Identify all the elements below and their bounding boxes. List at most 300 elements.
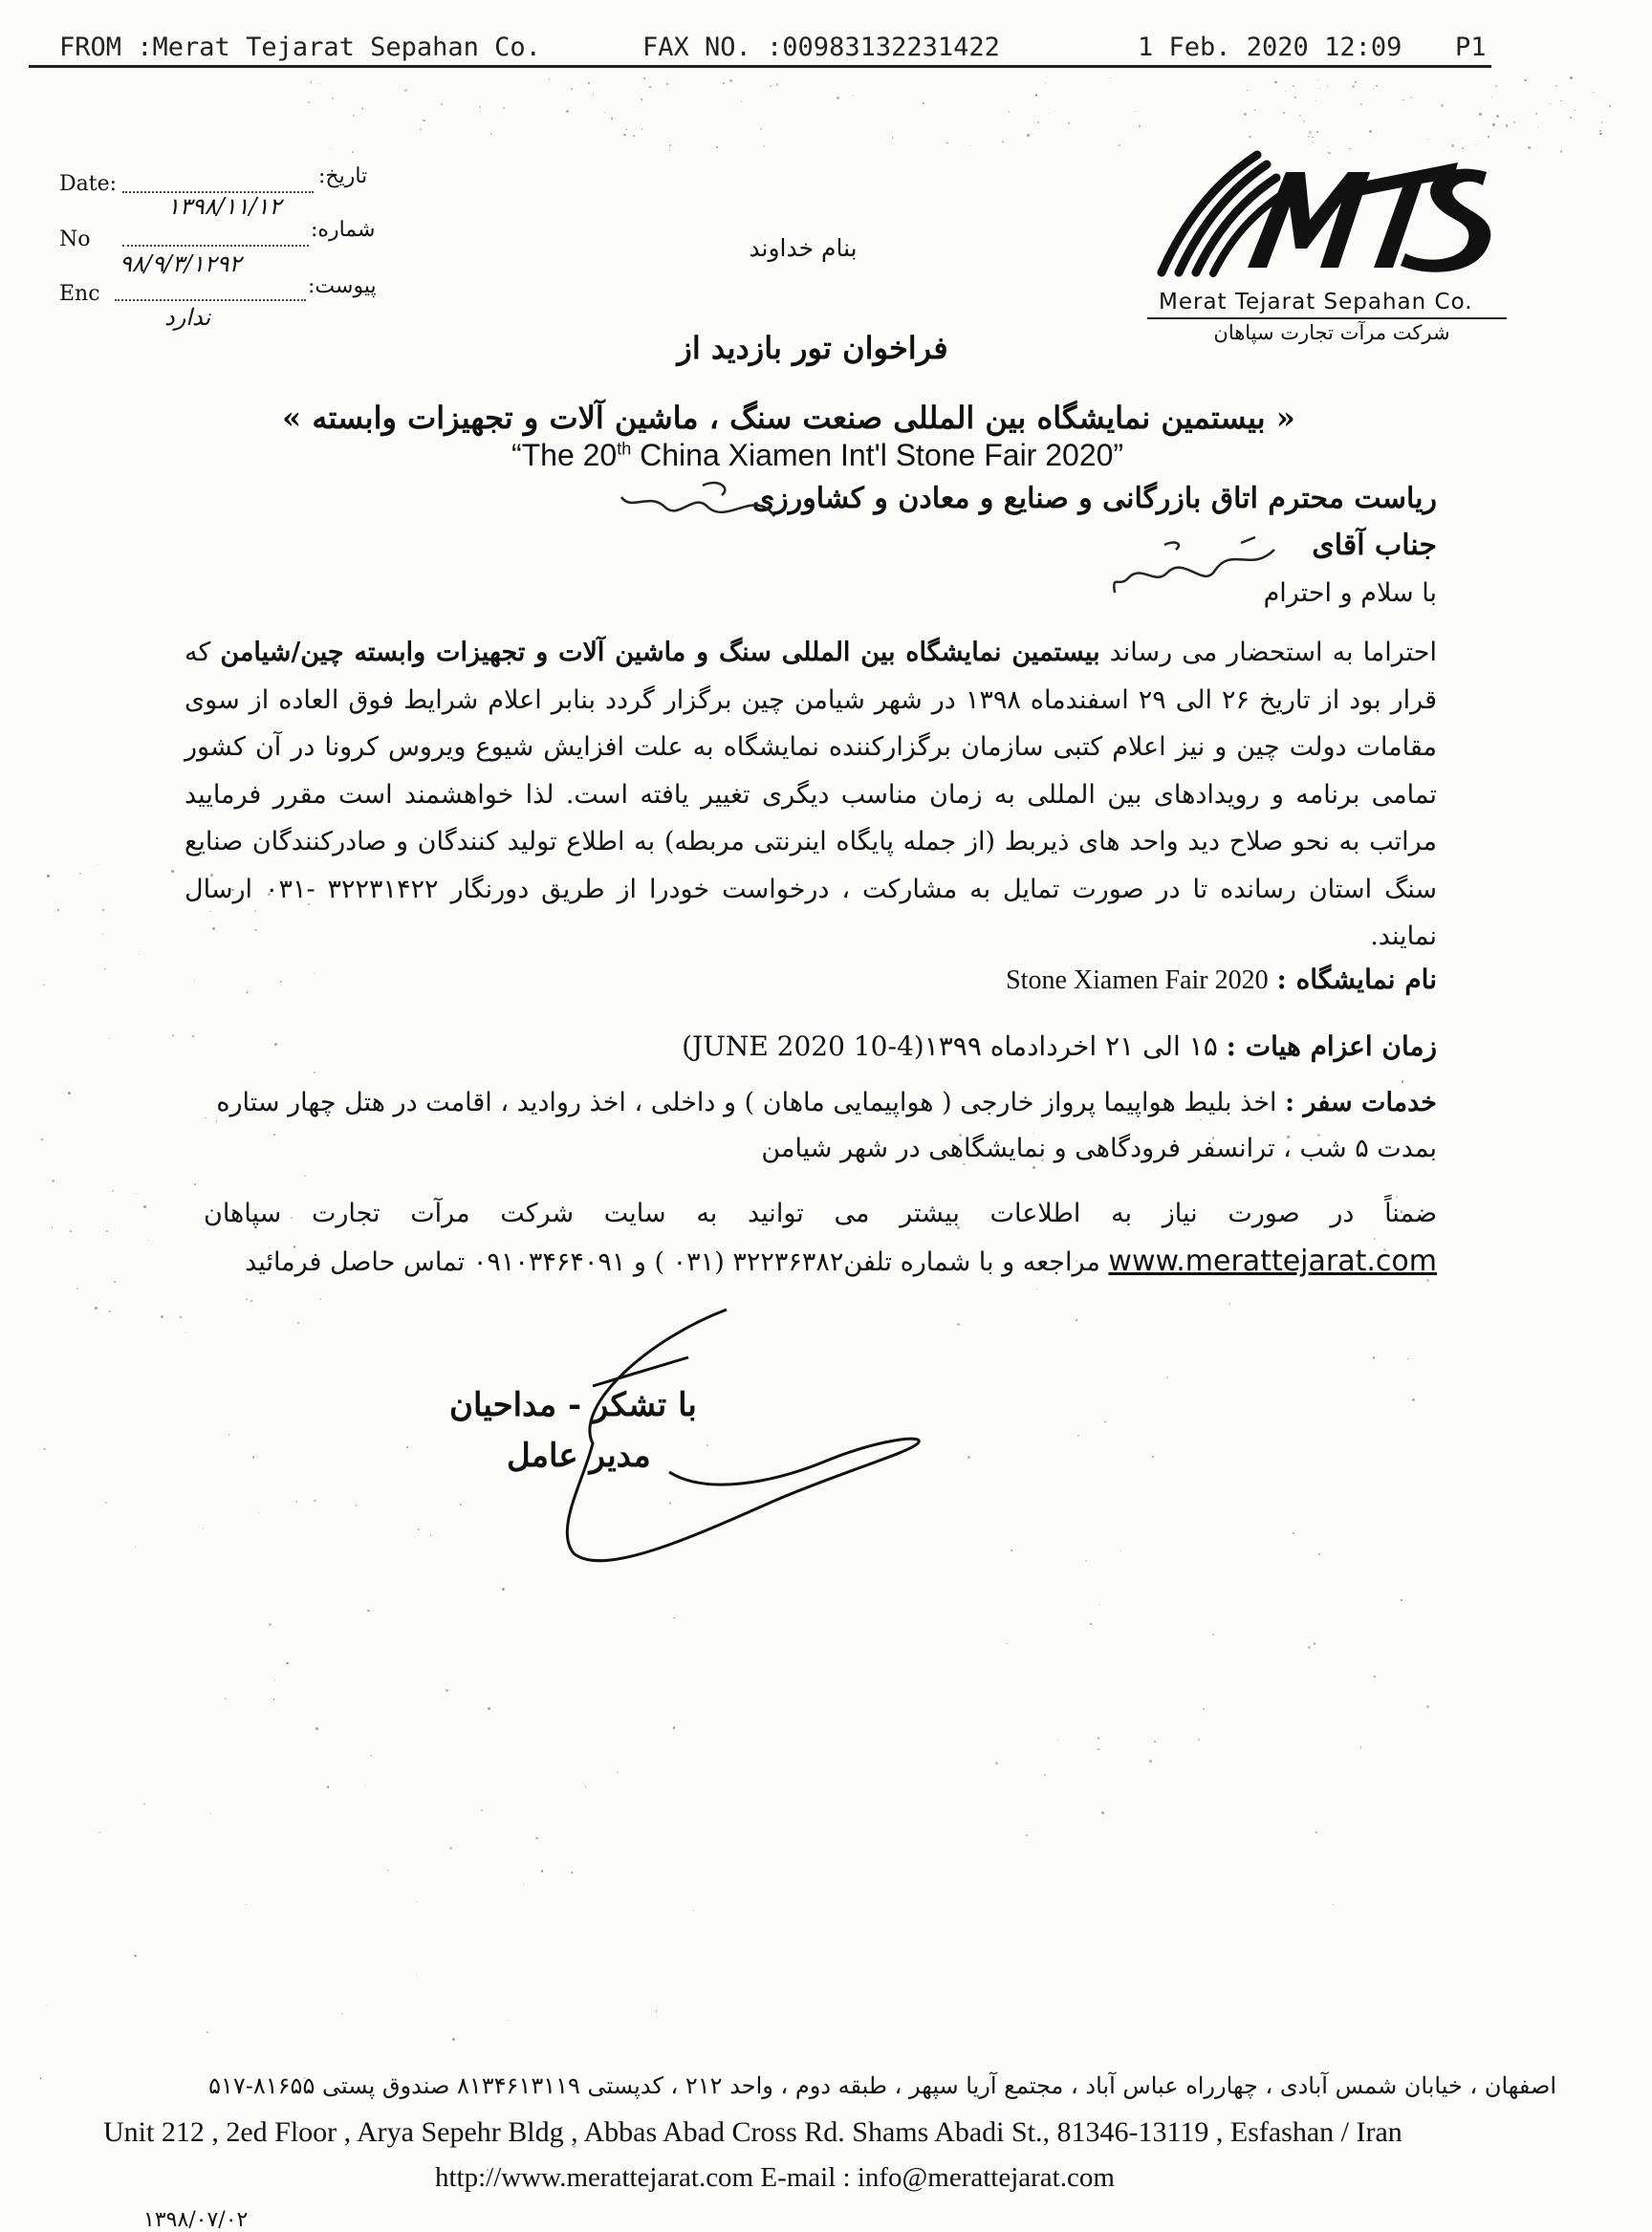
noise-speck — [192, 1035, 194, 1037]
noise-speck — [1352, 85, 1355, 88]
noise-speck — [490, 133, 492, 135]
dispatch-label: زمان اعزام هیات : — [1226, 1030, 1437, 1062]
noise-speck — [76, 1288, 78, 1289]
fair-name-label: نام نمایشگاه : — [1276, 964, 1437, 995]
noise-speck — [776, 83, 779, 86]
noise-speck — [853, 95, 854, 96]
noise-speck — [70, 1230, 72, 1232]
noise-speck — [723, 82, 725, 84]
noise-speck — [1057, 1740, 1058, 1741]
noise-speck — [969, 145, 970, 146]
body-event-bold: بیستمین نمایشگاه بین المللی سنگ و ماشین آلات و تجهیزات وابسته چین/شیامن — [220, 638, 1100, 667]
noise-speck — [1550, 103, 1551, 104]
addressee-line2: جناب آقای — [1312, 529, 1437, 562]
noise-speck — [1488, 136, 1489, 138]
noise-speck — [1120, 1550, 1121, 1551]
noise-speck — [356, 1505, 358, 1506]
signature — [535, 1300, 937, 1568]
noise-speck — [404, 89, 407, 92]
noise-speck — [633, 135, 635, 137]
noise-speck — [225, 1698, 227, 1700]
noise-speck — [1166, 1376, 1168, 1378]
noise-speck — [327, 1786, 329, 1788]
noise-speck — [1401, 1599, 1402, 1601]
noise-speck — [136, 1193, 137, 1194]
noise-speck — [206, 2031, 208, 2033]
noise-speck — [246, 1904, 247, 1905]
noise-speck — [441, 103, 444, 106]
noise-speck — [1203, 1708, 1205, 1710]
noise-speck — [1249, 136, 1251, 139]
noise-speck — [304, 1175, 306, 1177]
noise-speck — [588, 82, 590, 84]
noise-speck — [763, 145, 765, 147]
noise-speck — [332, 98, 334, 99]
noise-speck — [274, 1679, 276, 1681]
noise-speck — [1479, 113, 1482, 116]
body-intro: احتراما به استحضار می رساند — [1109, 638, 1437, 667]
noise-speck — [1317, 79, 1318, 80]
noise-speck — [315, 1727, 318, 1730]
noise-speck — [1228, 1303, 1231, 1306]
noise-speck — [1374, 1676, 1376, 1678]
noise-speck — [1315, 1831, 1317, 1833]
noise-speck — [102, 909, 104, 911]
noise-speck — [109, 1038, 110, 1039]
fair-name-value: Stone Xiamen Fair 2020 — [1006, 965, 1269, 995]
noise-speck — [228, 1434, 230, 1436]
noise-speck — [319, 1298, 321, 1300]
noise-speck — [314, 1500, 316, 1503]
noise-speck — [604, 112, 605, 113]
noise-speck — [139, 954, 140, 955]
noise-speck — [194, 1183, 195, 1184]
noise-speck — [1412, 1398, 1415, 1401]
noise-speck — [250, 1300, 253, 1303]
noise-speck — [1360, 1746, 1361, 1747]
noise-speck — [669, 149, 670, 150]
contact-paragraph — [204, 1190, 1437, 1287]
noise-speck — [1002, 141, 1004, 142]
noise-speck — [1135, 111, 1136, 112]
noise-speck — [68, 1092, 71, 1094]
noise-speck — [1492, 123, 1495, 126]
noise-speck — [370, 1755, 371, 1756]
noise-speck — [1560, 100, 1561, 101]
services-row — [204, 1080, 1437, 1172]
noise-speck — [112, 1190, 113, 1191]
noise-speck — [143, 1803, 145, 1805]
noise-speck — [716, 146, 718, 148]
noise-speck — [1283, 112, 1285, 114]
noise-speck — [446, 1689, 448, 1692]
noise-speck — [1068, 122, 1070, 124]
noise-speck — [1139, 125, 1141, 127]
noise-speck — [1360, 103, 1362, 105]
no-label-fa: شماره: — [311, 218, 376, 242]
noise-speck — [549, 78, 550, 79]
noise-speck — [52, 1180, 54, 1182]
event-title-en-post: China Xiamen Int'l Stone Fair 2020” — [631, 438, 1124, 472]
noise-speck — [957, 1323, 960, 1326]
noise-speck — [967, 1456, 970, 1459]
noise-speck — [135, 1547, 136, 1548]
noise-speck — [1513, 121, 1515, 123]
date-label-en: Date: — [59, 172, 118, 196]
noise-speck — [47, 2004, 48, 2005]
fax-header-rule — [29, 65, 1491, 68]
fax-number: FAX NO. :00983132231422 — [642, 33, 1000, 62]
noise-speck — [98, 1831, 100, 1833]
noise-speck — [1212, 1634, 1214, 1636]
footer-stamp: ۱۳۹۸/۰۷/۰۲ — [143, 2208, 249, 2232]
body-rest: که قرار بود از تاریخ ۲۶ الی ۲۹ اسفندماه ۱۳۹۸ در شهر شیامن چین برگزار گردد بنابر اعلام شرایط فوق العاده از سوی مقامات دولت چین و نیز اعلام کتبی سازمان برگزارکننده نمایشگاه به علت افزایش شیوع ویروس کرونا در آن کشور تمامی برنامه و رویدادهای بین المللی به زمان مناسب دیگری تغییر یافته است. لذا خواهشمند است مقرر فرمایید مراتب به نحو صلاح دید واحد های ذیربط (از جمله پایگاه اینرنتی مربطه) به اطلاع تولید کنندگان و صادرکنندگان صنایع سنگ استان رسانده تا در صورت تمایل به مشارکت ، درخواست خودرا از طریق دورنگار ۳۲۲۳۱۴۲۲ -۰۳۱ ارسال نمایند. — [185, 638, 1438, 951]
noise-speck — [837, 97, 838, 98]
noise-speck — [923, 102, 924, 104]
enc-value: ندارد — [164, 304, 211, 331]
noise-speck — [729, 79, 732, 82]
event-title-en-pre: “The 20 — [511, 438, 618, 472]
noise-speck — [98, 864, 99, 866]
handwritten-note-1 — [612, 478, 779, 535]
noise-speck — [649, 86, 651, 88]
noise-speck — [481, 1809, 483, 1811]
noise-speck — [1609, 105, 1611, 107]
noise-speck — [1524, 79, 1527, 82]
noise-speck — [1574, 110, 1575, 111]
website-link[interactable]: www.merattejarat.com — [1108, 1245, 1437, 1278]
noise-speck — [1285, 91, 1286, 92]
noise-speck — [134, 1955, 136, 1957]
noise-speck — [1110, 77, 1112, 79]
noise-speck — [760, 128, 762, 130]
noise-speck — [273, 1699, 274, 1700]
noise-speck — [1369, 130, 1372, 133]
handwritten-name — [1107, 535, 1279, 602]
noise-speck — [194, 980, 196, 982]
noise-speck — [1254, 109, 1255, 110]
noise-speck — [252, 1456, 254, 1458]
noise-speck — [611, 118, 613, 119]
enc-dots — [115, 299, 306, 301]
noise-speck — [108, 1311, 111, 1313]
event-title-en — [411, 438, 1224, 473]
noise-speck — [1198, 1739, 1201, 1742]
noise-speck — [643, 77, 645, 79]
noise-speck — [352, 151, 354, 153]
noise-speck — [418, 1528, 420, 1530]
enc-label-fa: پیوست: — [308, 274, 377, 298]
enc-label-en: Enc — [59, 282, 100, 306]
no-dots — [122, 245, 309, 247]
noise-speck — [1376, 85, 1378, 87]
event-title-en-sup: th — [617, 439, 632, 459]
noise-speck — [1496, 115, 1499, 118]
noise-speck — [406, 1446, 408, 1448]
noise-speck — [95, 1307, 98, 1310]
noise-speck — [297, 1322, 299, 1324]
noise-speck — [52, 1226, 54, 1228]
noise-speck — [1312, 137, 1313, 138]
noise-speck — [274, 1043, 277, 1046]
contact-end: فرمائید — [245, 1247, 322, 1277]
noise-speck — [892, 137, 894, 139]
noise-speck — [1101, 1811, 1104, 1814]
noise-speck — [180, 1316, 182, 1318]
noise-speck — [1555, 85, 1557, 87]
noise-speck — [1327, 85, 1328, 86]
dispatch-value: ۱۵ الی ۲۱ اخردادماه ۱۳۹۹(4-10 JUNE 2020) — [682, 1030, 1218, 1062]
noise-speck — [172, 1034, 175, 1037]
noise-speck — [1410, 97, 1412, 98]
noise-speck — [1303, 120, 1306, 123]
noise-speck — [1090, 1623, 1093, 1626]
fax-page: P1 — [1455, 33, 1487, 62]
noise-speck — [367, 1610, 369, 1612]
no-value: ۹۸/۹/۳/۱۲۹۲ — [120, 250, 242, 277]
noise-speck — [1154, 1741, 1156, 1743]
noise-speck — [535, 1837, 538, 1840]
mts-logo — [1142, 143, 1506, 277]
noise-speck — [43, 985, 45, 986]
noise-speck — [1119, 144, 1120, 146]
noise-speck — [1077, 1435, 1079, 1437]
noise-speck — [1427, 139, 1428, 140]
noise-speck — [269, 1623, 272, 1626]
date-label-fa: تاریخ: — [318, 164, 368, 188]
noise-speck — [1495, 85, 1497, 87]
noise-speck — [452, 2038, 455, 2041]
noise-speck — [1149, 1760, 1152, 1763]
noise-speck — [641, 128, 642, 129]
noise-speck — [1294, 97, 1296, 98]
noise-speck — [417, 1901, 418, 1902]
noise-speck — [571, 88, 573, 90]
noise-speck — [1308, 1646, 1311, 1649]
fax-from: FROM :Merat Tejarat Sepahan Co. — [59, 33, 541, 62]
noise-speck — [1402, 99, 1403, 100]
noise-speck — [1355, 81, 1357, 83]
noise-speck — [449, 1847, 452, 1850]
noise-speck — [523, 1884, 524, 1885]
noise-speck — [102, 934, 103, 935]
noise-speck — [143, 1205, 146, 1208]
noise-speck — [656, 2010, 658, 2012]
noise-speck — [104, 968, 106, 970]
noise-speck — [1045, 83, 1046, 84]
noise-speck — [314, 1072, 315, 1073]
noise-speck — [1035, 94, 1037, 96]
noise-speck — [669, 144, 671, 146]
noise-speck — [1293, 1532, 1294, 1534]
footer-address-fa: اصفهان ، خیابان شمس آبادی ، چهارراه عباس آباد ، مجتمع آریا سپهر ، طبقه دوم ، واحد ۲۱۲ ، کدپستی ۸۱۳۴۶۱۳۱۱۹ صندوق پستی ۸۱۶۵۵-۵۱۷ — [208, 2072, 1556, 2099]
call-heading: فراخوان تور بازدید از — [677, 330, 948, 366]
noise-speck — [1316, 131, 1318, 133]
noise-speck — [319, 83, 320, 84]
noise-speck — [488, 1707, 490, 1710]
noise-speck — [341, 2013, 342, 2014]
noise-speck — [1560, 150, 1562, 152]
noise-speck — [1570, 76, 1573, 79]
noise-speck — [946, 142, 948, 144]
noise-speck — [1009, 111, 1011, 113]
noise-speck — [502, 1588, 505, 1591]
noise-speck — [770, 85, 772, 87]
noise-speck — [247, 991, 249, 993]
noise-speck — [1535, 113, 1537, 115]
noise-speck — [460, 1504, 462, 1506]
noise-speck — [593, 94, 594, 95]
noise-speck — [541, 1870, 544, 1873]
noise-speck — [1098, 1604, 1099, 1605]
noise-speck — [171, 870, 174, 873]
noise-speck — [1319, 88, 1320, 89]
event-title-fa: « بیستمین نمایشگاه بین المللی صنعت سنگ ، ماشین آلات و تجهیزات وابسته » — [282, 400, 1295, 436]
noise-speck — [1333, 1904, 1334, 1905]
noise-speck — [1308, 136, 1309, 137]
noise-speck — [693, 1910, 694, 1911]
noise-speck — [666, 83, 668, 85]
noise-speck — [1315, 100, 1316, 101]
noise-speck — [1599, 133, 1601, 135]
noise-speck — [566, 110, 569, 113]
noise-speck — [1098, 1748, 1099, 1750]
noise-speck — [1426, 1705, 1429, 1708]
noise-speck — [416, 1974, 417, 1975]
noise-speck — [258, 1512, 259, 1513]
noise-speck — [114, 1281, 116, 1283]
noise-speck — [295, 1501, 297, 1503]
noise-speck — [79, 873, 81, 875]
noise-speck — [673, 1617, 674, 1618]
noise-speck — [1441, 104, 1444, 107]
noise-speck — [286, 1662, 288, 1664]
noise-speck — [641, 98, 642, 100]
noise-speck — [1309, 131, 1311, 133]
footer-address-en: Unit 212 , 2ed Floor , Arya Sepehr Bldg , Abbas Abad Cross Rd. Shams Abadi St., 81346-13119 , Esfashan / Iran — [103, 2116, 1402, 2148]
noise-speck — [1373, 1356, 1375, 1358]
noise-speck — [423, 119, 424, 121]
noise-speck — [1152, 1456, 1154, 1458]
noise-speck — [1098, 1737, 1099, 1739]
body-paragraph — [185, 629, 1437, 961]
noise-speck — [1407, 1358, 1408, 1359]
fair-name-row — [1006, 964, 1437, 996]
noise-speck — [1537, 127, 1538, 128]
noise-speck — [625, 129, 626, 130]
contact-pre: ضمناً در صورت نیاز به اطلاعات بیشتر می توانید به سایت شرکت مرآت تجارت سپاهان — [204, 1199, 1437, 1228]
bismillah: بنام خداوند — [749, 234, 858, 262]
noise-speck — [1601, 121, 1602, 122]
noise-speck — [1048, 113, 1049, 114]
noise-speck — [1318, 1553, 1320, 1555]
greeting: با سلام و احترام — [1263, 578, 1437, 608]
noise-speck — [1570, 117, 1571, 118]
noise-speck — [148, 1240, 149, 1241]
noise-speck — [430, 1534, 432, 1536]
noise-speck — [1244, 113, 1246, 115]
noise-speck — [1076, 1319, 1077, 1321]
logo-company-en: Merat Tejarat Sepahan Co. — [1159, 290, 1473, 314]
noise-speck — [1293, 85, 1295, 88]
noise-speck — [353, 115, 355, 117]
noise-speck — [1037, 121, 1039, 123]
noise-speck — [387, 1870, 388, 1871]
noise-speck — [280, 981, 282, 983]
noise-speck — [1085, 1560, 1087, 1562]
noise-speck — [57, 909, 59, 911]
noise-speck — [1593, 92, 1595, 94]
noise-speck — [161, 1315, 163, 1318]
noise-speck — [503, 107, 505, 109]
noise-speck — [364, 1785, 365, 1786]
noise-speck — [105, 1502, 107, 1504]
noise-speck — [1314, 1642, 1316, 1645]
noise-speck — [41, 1138, 43, 1140]
noise-speck — [508, 2020, 510, 2022]
date-value: ۱۳۹۸/۱۱/۱۲ — [167, 193, 282, 220]
noise-speck — [673, 1726, 676, 1729]
noise-speck — [479, 111, 480, 112]
noise-speck — [617, 1771, 619, 1773]
noise-speck — [571, 1872, 572, 1873]
logo-company-fa: شرکت مرآت تجارت سپاهان — [1213, 321, 1450, 344]
noise-speck — [47, 875, 50, 878]
no-label-en: No — [59, 228, 91, 251]
noise-speck — [1027, 134, 1030, 137]
noise-speck — [1104, 1421, 1105, 1422]
noise-speck — [1026, 1834, 1028, 1836]
noise-speck — [1044, 1774, 1046, 1776]
noise-speck — [1491, 97, 1492, 98]
noise-speck — [585, 1786, 587, 1788]
noise-speck — [1599, 130, 1600, 131]
fax-datetime: 1 Feb. 2020 12:09 — [1138, 33, 1402, 62]
noise-speck — [1011, 1549, 1012, 1551]
footer-web-email: http://www.merattejarat.com E-mail : info@merattejarat.com — [435, 2162, 1115, 2193]
noise-speck — [40, 2077, 41, 2078]
noise-speck — [43, 1448, 45, 1450]
dispatch-row — [682, 1030, 1437, 1062]
noise-speck — [311, 81, 313, 83]
noise-speck — [1247, 90, 1249, 92]
noise-speck — [741, 100, 742, 101]
noise-speck — [420, 131, 421, 132]
signoff-thanks: با تشکر - مداحیان — [449, 1386, 697, 1424]
noise-speck — [210, 1813, 211, 1814]
noise-speck — [308, 101, 310, 103]
services-label: خدمات سفر : — [1285, 1088, 1437, 1117]
services-value: اخذ بلیط هواپیما پرواز خارجی ( هواپیمایی ماهان ) و داخلی ، اخذ روادید ، اقامت در هتل چهار ستاره بمدت ۵ شب ، ترانسفر فرودگاهی و نمایشگاهی در شهر شیامن — [216, 1088, 1437, 1163]
noise-speck — [1506, 124, 1509, 127]
noise-speck — [995, 1762, 998, 1765]
noise-speck — [1528, 146, 1531, 149]
noise-speck — [1312, 141, 1314, 143]
noise-speck — [246, 1298, 248, 1300]
addressee-line1: ریاست محترم اتاق بازرگانی و صنایع و معادن و کشاورزی — [751, 482, 1437, 515]
noise-speck — [1373, 88, 1374, 89]
noise-speck — [1274, 81, 1276, 83]
noise-speck — [1006, 1643, 1008, 1645]
signoff-title: مدیر عامل — [507, 1437, 651, 1475]
logo-rule — [1147, 317, 1507, 319]
contact-mid: مراجعه و با شماره تلفن۳۲۲۳۶۳۸۲ (۰۳۱ ) و ۰۹۱۰۳۴۶۴۰۹۱ تماس حاصل — [330, 1247, 1100, 1277]
noise-speck — [479, 106, 481, 108]
noise-speck — [1299, 115, 1301, 117]
noise-speck — [330, 148, 331, 149]
noise-speck — [106, 1230, 108, 1232]
noise-speck — [623, 134, 625, 136]
